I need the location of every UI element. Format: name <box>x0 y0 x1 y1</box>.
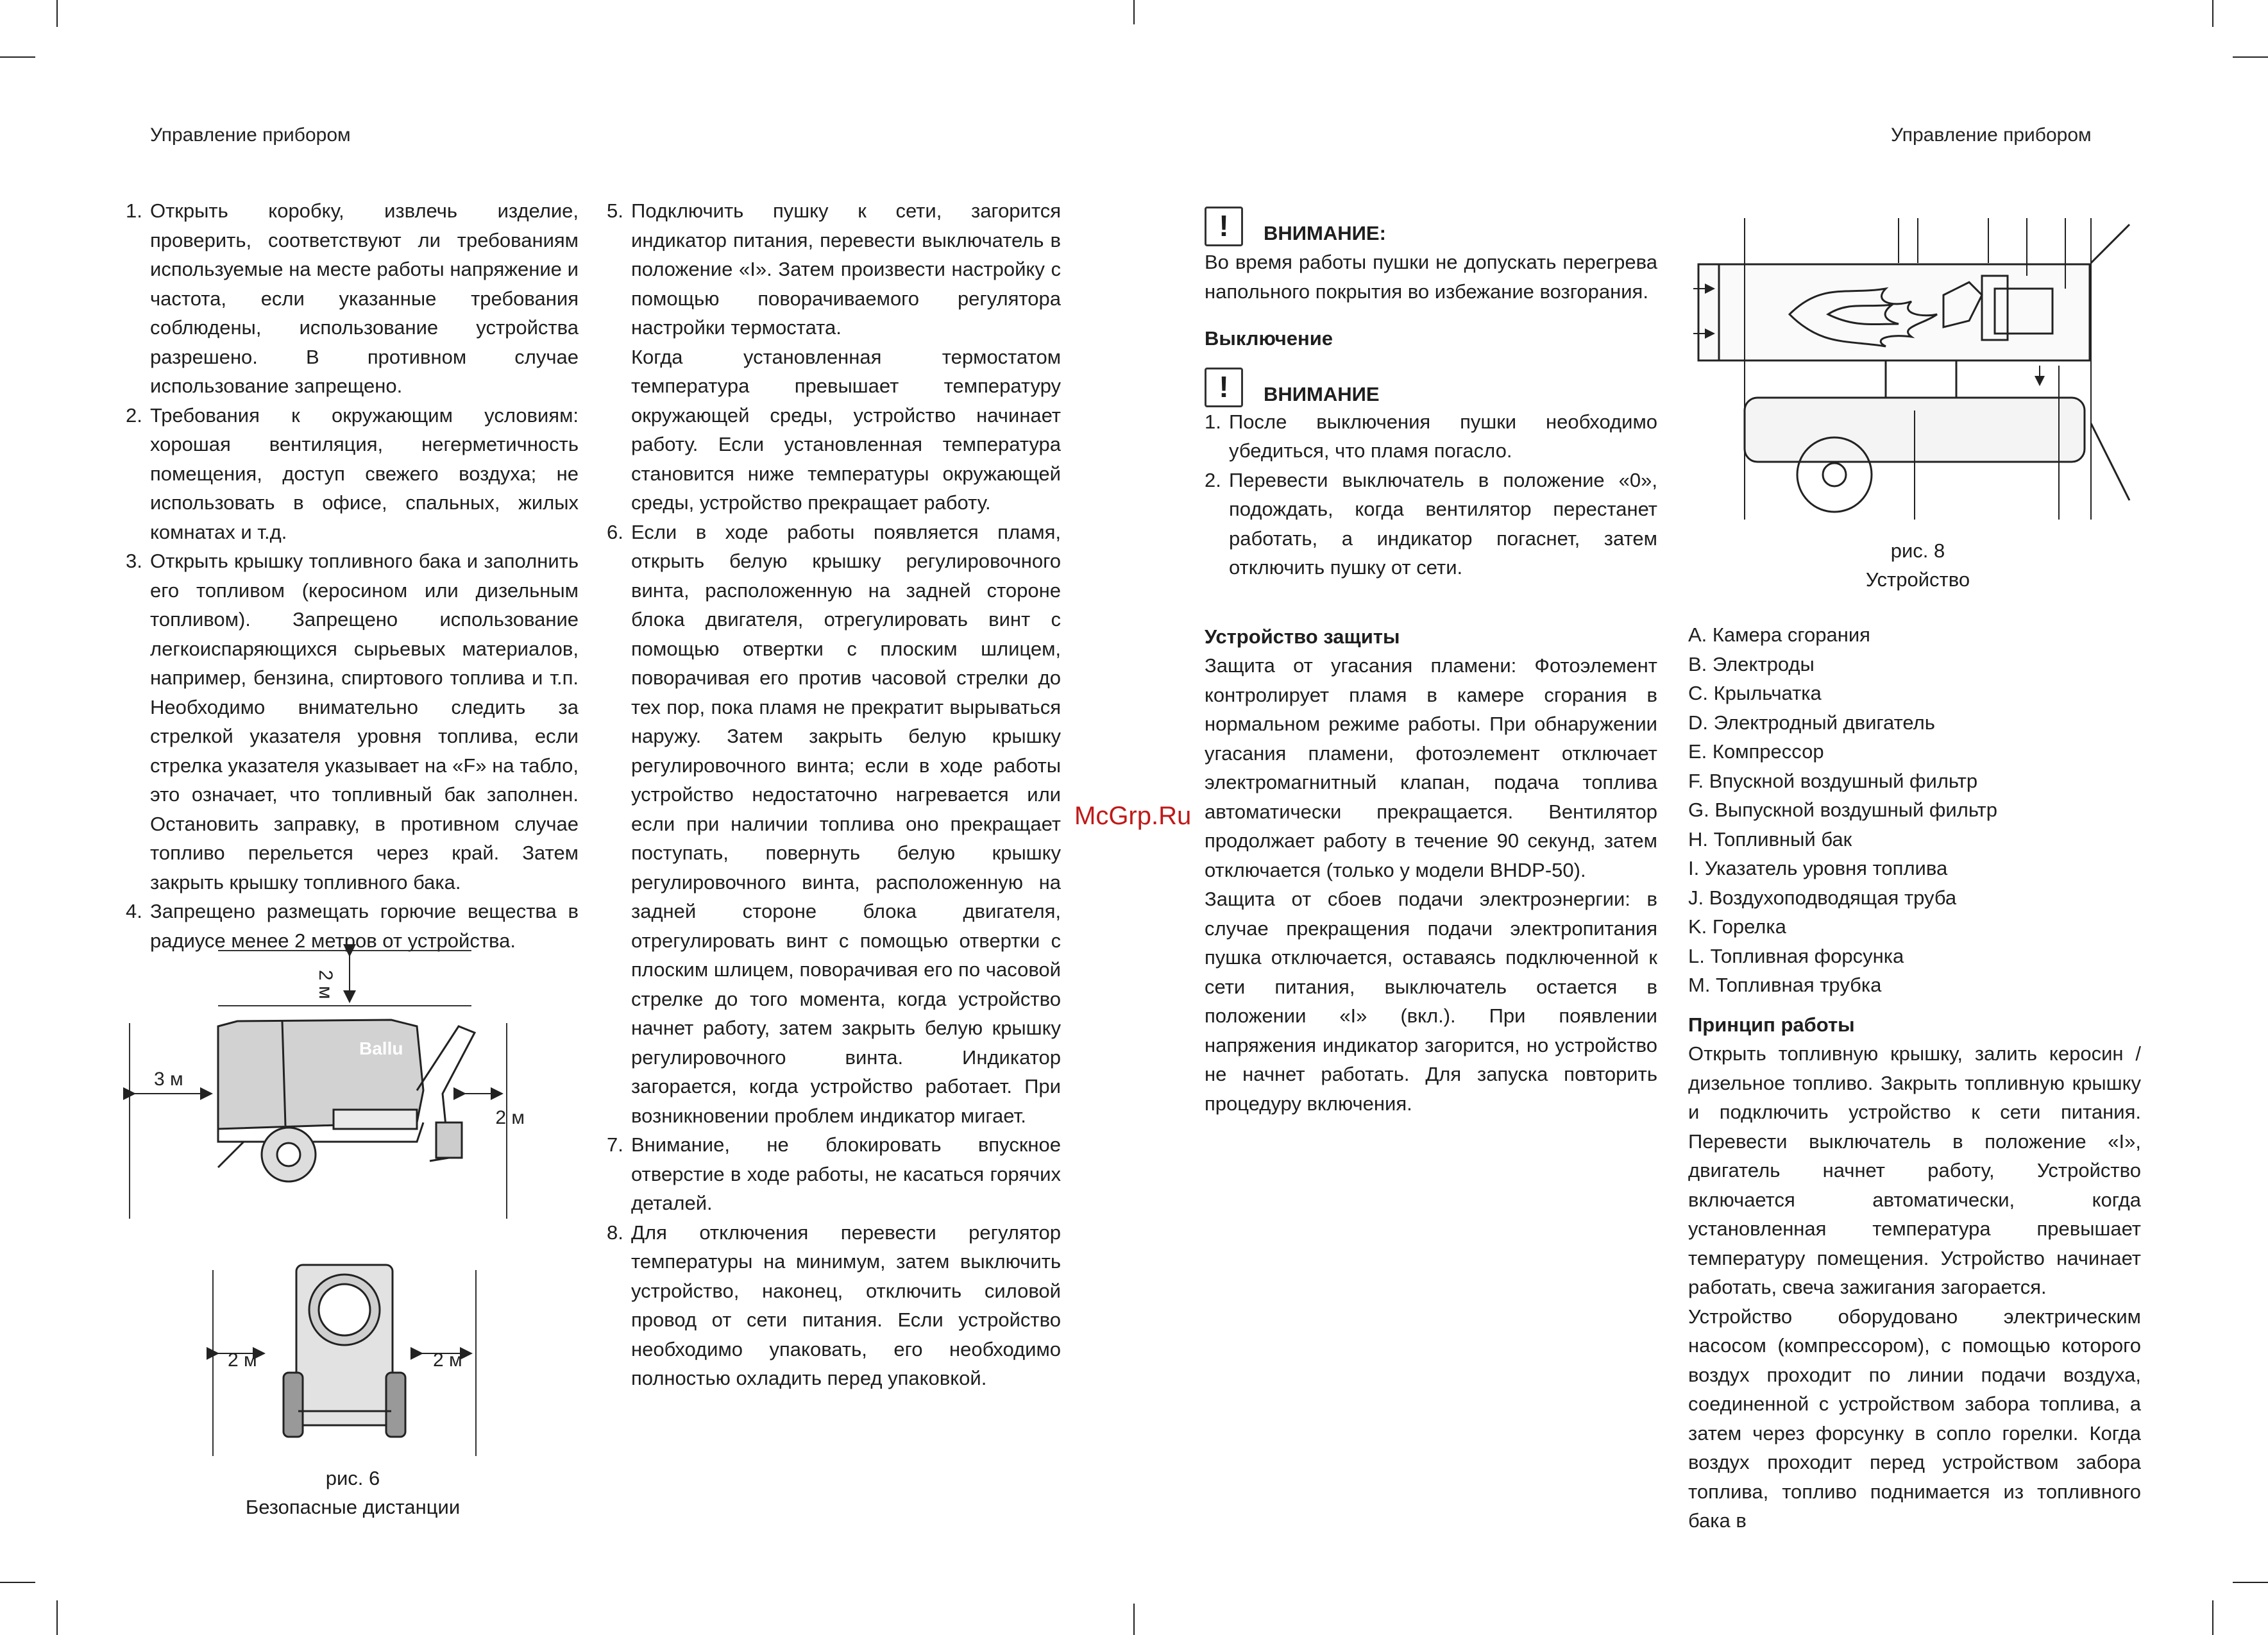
protection-heading: Устройство защиты <box>1205 625 1400 648</box>
instructions-column-2 <box>607 196 1061 1393</box>
part-item: I. Указатель уровня топлива <box>1688 857 1948 879</box>
warning-1-text: Во время работы пушки не допускать перегрева напольного покрытия во избежание возгорания. <box>1205 251 1657 303</box>
fig6-caption-number: рис. 6 <box>325 1467 380 1489</box>
crop-mark <box>0 56 35 58</box>
fig8-caption-title: Устройство <box>1865 568 1970 591</box>
part-item: D. Электродный двигатель <box>1688 711 1935 734</box>
list-item: 2. Перевести выключатель в положение «0», подождать, когда вентилятор перестанет работать, а индикатор погаснет, затем отключить пушку от сети. <box>1205 468 1657 579</box>
warning-icon: ! <box>1205 207 1243 246</box>
warning-1-header <box>1205 207 1657 246</box>
part-item: B. Электроды <box>1688 652 1815 675</box>
fig8-caption <box>1796 536 2040 594</box>
crop-mark <box>56 1600 58 1635</box>
part-item: C. Крыльчатка <box>1688 682 1822 704</box>
warning-2-title: ВНИМАНИЕ <box>1264 382 1380 405</box>
safety-distance-figure <box>115 936 526 1462</box>
fig8-caption-number: рис. 8 <box>1890 539 1945 562</box>
dim-left-label: 3 м <box>154 1069 183 1090</box>
protection-paragraph-2: Защита от сбоев подачи электроэнергии: в случае прекращения подачи электропитания пушка отключается, оставаясь подключенной к сети питания, выключатель остается в положении «I» (вкл.). При появлении напряжения индикатор загорится, но устройство не начнет работать. Для запуска повторить процедуру включения. <box>1205 888 1657 1115</box>
crop-mark <box>2212 1600 2213 1635</box>
dim-top-label: 2 м <box>315 970 336 999</box>
list-item: 5. Подключить пушку к сети, загорится индикатор питания, перевести выключатель в положение «I». Затем произвести настройку с помощью поворачиваемого регулятора настройки термостата. <box>607 199 1061 339</box>
crop-mark <box>0 1582 35 1583</box>
list-item: 1. После выключения пушки необходимо убедиться, что пламя погасло. <box>1205 410 1657 462</box>
crop-mark <box>1133 1604 1135 1635</box>
list-item: 3. Открыть крышку топливного бака и заполнить его топливом (керосином или дизельным топливом). Запрещено использование легкоиспаряющихся сырьевых материалов, например, бензина, спиртового топлива и т.п. Необходимо внимательно следить за стрелкой указателя уровня топлива, если стрелка указателя указывает на «F» на табло, это означает, что топливный бак заполнен. Остановить заправку, в противном случае топливо перельется через край. Затем закрыть крышку топливного бака. <box>126 550 579 894</box>
instructions-column-1 <box>126 196 579 955</box>
part-item: F. Впускной воздушный фильтр <box>1688 769 1978 792</box>
watermark: McGrp.Ru <box>1074 802 1192 830</box>
list-item: 4. Запрещено размещать горючие вещества в радиусе менее 2 метров от устройства. <box>126 900 579 952</box>
part-item: K. Горелка <box>1688 915 1786 938</box>
heater-side-view <box>218 1020 475 1182</box>
list-item: 1. Открыть коробку, извлечь изделие, проверить, соответствуют ли требованиям используемые на месте работы напряжение и частота, если указанные требования соблюдены, использование устройства разрешено. В противном случае использование запрещено. <box>126 199 579 397</box>
crop-mark <box>2233 1582 2268 1583</box>
brand-logo: Ballu <box>359 1038 403 1058</box>
part-item: J. Воздухоподводящая труба <box>1688 886 1957 909</box>
part-item: A. Камера сгорания <box>1688 623 1870 646</box>
list-item: 2. Требования к окружающим условиям: хорошая вентиляция, негерметичность помещения, доступ свежего воздуха; не использовать в офисе, спальных, жилых комнатах и т.д. <box>126 403 579 543</box>
heater-front-view <box>284 1265 405 1437</box>
crop-mark <box>1133 0 1135 24</box>
warnings-column <box>1205 207 1657 1118</box>
page-header-right: Управление прибором <box>1891 124 2092 146</box>
protection-paragraph-1: Защита от угасания пламени: Фотоэлемент контролирует пламя в камере сгорания в нормальном режиме работы. При обнаружении угасания пламени, фотоэлемент отключает электромагнитный клапан, подача топлива автоматически прекращается. Вентилятор продолжает работу в течение 90 секунд, затем отключается (только у модели BHDP-50). <box>1205 654 1657 881</box>
fig6-caption <box>218 1464 487 1521</box>
parts-column <box>1688 620 2141 1536</box>
dim-right-label: 2 м <box>495 1107 525 1128</box>
list-item: 8. Для отключения перевести регулятор температуры на минимум, затем выключить устройство, наконец, отключить силовой провод от сети питания. Если устройство необходимо упаковать, его необходимо полностью охладить перед упаковкой. <box>607 1221 1061 1389</box>
principle-paragraph-1: Открыть топливную крышку, залить керосин / дизельное топливо. Закрыть топливную крышку и подключить устройство к сети питания. Перевести выключатель в положение «I», двигатель начнет работу, Устройство включается автоматически, когда установленная температура превышает температуру помещения. Устройство начинает работать, свеча зажигания загорается. <box>1688 1042 2141 1298</box>
principle-heading: Принцип работы <box>1688 1013 1855 1036</box>
part-item: L. Топливная форсунка <box>1688 944 1904 967</box>
device-diagram <box>1680 218 2149 520</box>
warning-icon: ! <box>1205 368 1243 407</box>
list-item: 7. Внимание, не блокировать впускное отверстие в ходе работы, не касаться горячих деталей. <box>607 1133 1061 1214</box>
page-header-left: Управление прибором <box>150 124 351 146</box>
fig6-caption-title: Безопасные дистанции <box>245 1496 461 1518</box>
principle-paragraph-2: Устройство оборудовано электрическим насосом (компрессором), с помощью которого воздух проходит по линии подачи воздуха, соединенной с устройством забора топлива, а затем через форсунку в сопло горелки. Когда воздух проходит перед устройством забора топлива, топливо поднимается из топливного бака в <box>1688 1305 2141 1532</box>
crop-mark <box>2212 0 2213 27</box>
dim-front-left-label: 2 м <box>228 1350 257 1371</box>
warning-2-header <box>1205 368 1657 407</box>
part-item: M. Топливная трубка <box>1688 974 1882 996</box>
crop-mark <box>2233 56 2268 58</box>
warning-1-title: ВНИМАНИЕ: <box>1264 222 1386 244</box>
dim-front-right-label: 2 м <box>433 1350 462 1371</box>
part-item: G. Выпускной воздушный фильтр <box>1688 799 1997 821</box>
part-item: E. Компрессор <box>1688 740 1824 763</box>
list-item: 6. Если в ходе работы появляется пламя, открыть белую крышку регулировочного винта, расположенную на задней стороне блока двигателя, отрегулировать винт с помощью отвертки с плоским шлицем, поворачивая его против часовой стрелки до тех пор, пока пламя не прекратит вырываться наружу. Затем закрыть белую крышку регулировочного винта; если в ходе работы устройство недостаточно нагревается или если при наличии топлива оно прекращает поступать, повернуть белую крышку регулировочного винта, расположенную на задней стороне блока двигателя, отрегулировать винт с помощью отвертки с плоским шлицем, поворачивая его по часовой стрелке до того момента, когда устройство начнет работу, затем закрыть белую крышку регулировочного винта. Индикатор загорается, когда устройство работает. При возникновении проблем индикатор мигает. <box>607 520 1061 1127</box>
shutdown-heading: Выключение <box>1205 327 1333 350</box>
crop-mark <box>56 0 58 27</box>
part-item: H. Топливный бак <box>1688 827 1852 851</box>
list-item: Когда установленная термостатом температура превышает температуру окружающей среды, устройство начинает работу. Если установленная температура становится ниже температуры окружающей среды, устройство прекращает работу. <box>631 345 1061 514</box>
